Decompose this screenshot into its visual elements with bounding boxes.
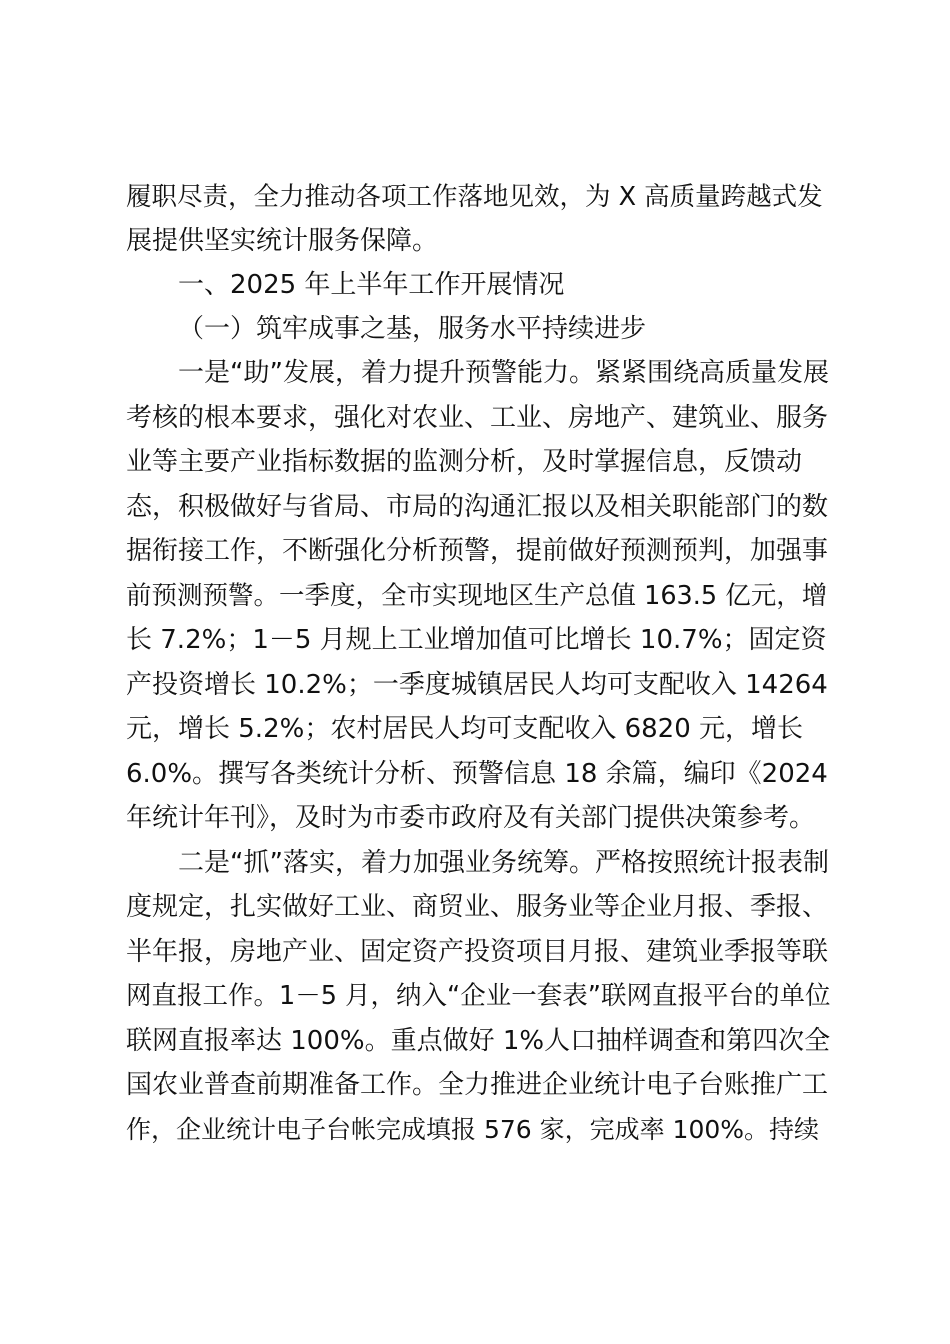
body-text-line: 产投资增长 10.2%；一季度城镇居民人均可支配收入 14264 <box>126 670 828 700</box>
paragraph-first-line: 二是“抓”落实，着力加强业务统筹。严格按照统计报表制 <box>178 848 829 878</box>
section-heading: 一、2025 年上半年工作开展情况 <box>178 270 565 300</box>
body-text-line: 态，积极做好与省局、市局的沟通汇报以及相关职能部门的数 <box>126 492 829 522</box>
body-text-line: 考核的根本要求，强化对农业、工业、房地产、建筑业、服务 <box>126 403 829 433</box>
subsection-heading: （一）筑牢成事之基，服务水平持续进步 <box>178 314 647 344</box>
body-text-line: 前预测预警。一季度，全市实现地区生产总值 163.5 亿元，增 <box>126 581 828 611</box>
body-text-line: 业等主要产业指标数据的监测分析，及时掌握信息，反馈动 <box>126 447 803 477</box>
body-text-line: 元，增长 5.2%；农村居民人均可支配收入 6820 元，增长 <box>126 714 804 744</box>
body-text-line: 联网直报率达 100%。重点做好 1%人口抽样调查和第四次全 <box>126 1026 831 1056</box>
body-text-line: 据衔接工作，不断强化分析预警，提前做好预测预判，加强事 <box>126 536 829 566</box>
body-text-line: 国农业普查前期准备工作。全力推进企业统计电子台账推广工 <box>126 1070 829 1100</box>
body-text-line: 年统计年刊》，及时为市委市政府及有关部门提供决策参考。 <box>126 803 816 833</box>
body-text-line: 度规定，扎实做好工业、商贸业、服务业等企业月报、季报、 <box>126 892 829 922</box>
body-text-line: 半年报，房地产业、固定资产投资项目月报、建筑业季报等联 <box>126 937 829 967</box>
paragraph-first-line: 一是“助”发展，着力提升预警能力。紧紧围绕高质量发展 <box>178 358 829 388</box>
body-text-line: 作，企业统计电子台帐完成填报 576 家，完成率 100%。持续 <box>126 1115 820 1144</box>
body-text-line: 履职尽责，全力推动各项工作落地见效，为 X 高质量跨越式发 <box>126 182 823 212</box>
body-text-line: 网直报工作。1－5 月，纳入“企业一套表”联网直报平台的单位 <box>126 981 831 1011</box>
body-text-line: 6.0%。撰写各类统计分析、预警信息 18 余篇，编印《2024 <box>126 759 828 789</box>
body-text-line: 长 7.2%；1－5 月规上工业增加值可比增长 10.7%；固定资 <box>126 625 827 655</box>
body-text-line: 展提供坚实统计服务保障。 <box>126 226 439 256</box>
